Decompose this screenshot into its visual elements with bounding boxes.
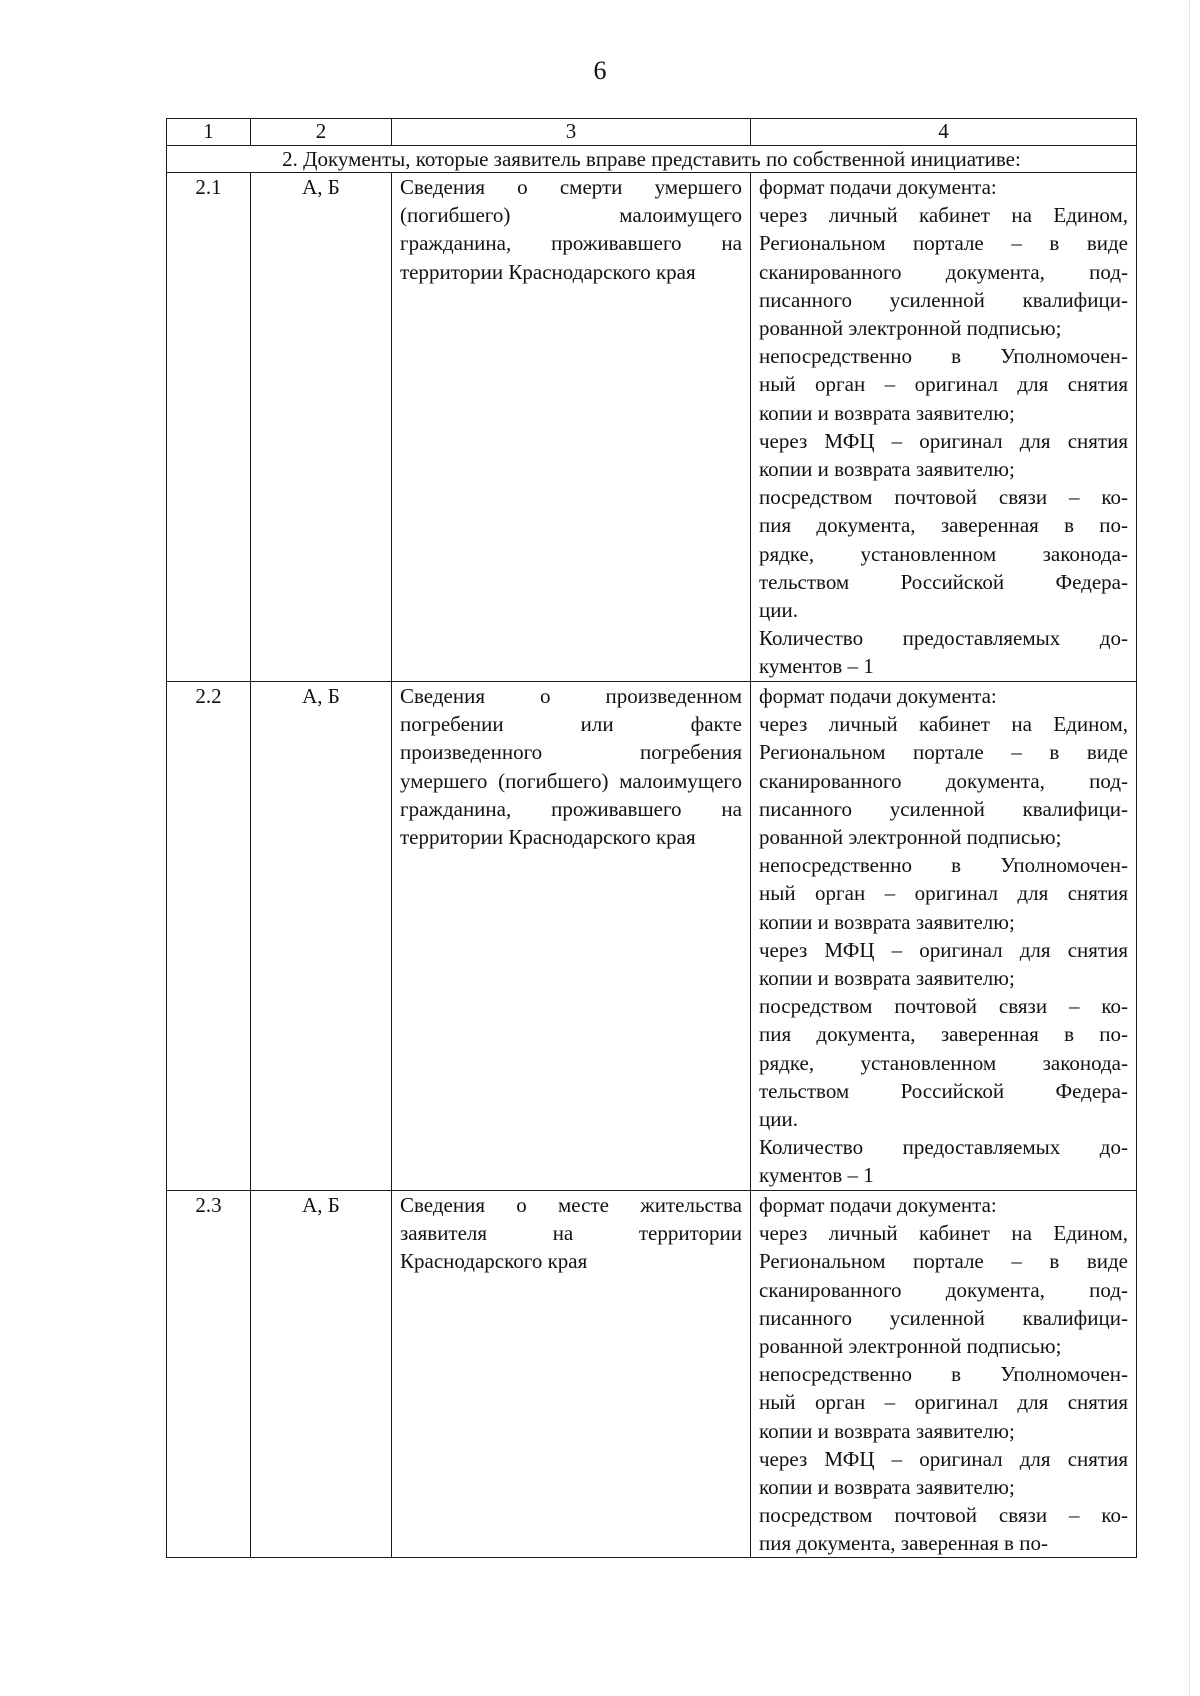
row-description: Сведения о смерти умершего (погибшего) малоимущего гражданина, проживавшего на территории Краснодарского края	[392, 173, 751, 682]
format-line: через МФЦ – оригинал для снятия	[759, 937, 1128, 962]
table-header-row	[167, 119, 1137, 146]
format-line: ный орган – оригинал для снятия	[759, 372, 1128, 397]
row-number: 2.3	[167, 1191, 251, 1558]
format-lines	[759, 682, 1128, 1190]
scan-edge-dots	[1188, 0, 1190, 1696]
format-line: сканированного документа, под-	[759, 768, 1128, 793]
documents-table	[166, 118, 1137, 1558]
format-line: рядке, установленном законода-	[759, 541, 1128, 566]
format-line: Количество предоставляемых до-	[759, 1135, 1128, 1160]
format-line: Региональном портале – в виде	[759, 740, 1128, 765]
format-line: формат подачи документа:	[759, 1193, 997, 1217]
row-category: А, Б	[251, 1191, 392, 1558]
format-line: через личный кабинет на Едином,	[759, 1221, 1128, 1246]
format-line: копии и возврата заявителю;	[759, 1475, 1015, 1500]
column-header-4: 4	[751, 119, 1137, 146]
format-line: копии и возврата заявителю;	[759, 457, 1015, 482]
row-number: 2.2	[167, 682, 251, 1191]
format-line: через МФЦ – оригинал для снятия	[759, 428, 1128, 453]
table-row	[167, 173, 1137, 682]
format-line: писанного усиленной квалифици-	[759, 796, 1128, 821]
format-line: рованной электронной подписью;	[759, 316, 1062, 341]
format-line: копии и возврата заявителю;	[759, 400, 1015, 425]
format-lines	[759, 1191, 1128, 1557]
format-line: пия документа, заверенная в по-	[759, 1022, 1128, 1047]
section-row	[167, 146, 1137, 173]
format-line: копии и возврата заявителю;	[759, 909, 1015, 934]
format-line: ный орган – оригинал для снятия	[759, 1390, 1128, 1415]
format-line: тельством Российской Федера-	[759, 569, 1128, 594]
format-line: пия документа, заверенная в по-	[759, 513, 1128, 538]
format-line: через МФЦ – оригинал для снятия	[759, 1446, 1128, 1471]
format-line: писанного усиленной квалифици-	[759, 287, 1128, 312]
format-line: посредством почтовой связи – ко-	[759, 1503, 1128, 1528]
format-line: непосредственно в Уполномочен-	[759, 344, 1128, 369]
format-line: посредством почтовой связи – ко-	[759, 994, 1128, 1019]
format-line: непосредственно в Уполномочен-	[759, 853, 1128, 878]
row-description: Сведения о месте жительства заявителя на территории Краснодарского края	[392, 1191, 751, 1558]
format-line: копии и возврата заявителю;	[759, 966, 1015, 991]
row-format	[751, 1191, 1137, 1558]
row-number: 2.1	[167, 173, 251, 682]
format-line: кументов – 1	[759, 654, 874, 679]
format-line: тельством Российской Федера-	[759, 1078, 1128, 1103]
format-line: пия документа, заверенная в по-	[759, 1531, 1048, 1556]
format-line: рованной электронной подписью;	[759, 825, 1062, 850]
format-line: сканированного документа, под-	[759, 1277, 1128, 1302]
section-title: 2. Документы, которые заявитель вправе представить по собственной инициативе:	[167, 146, 1137, 173]
format-line: Региональном портале – в виде	[759, 231, 1128, 256]
row-category: А, Б	[251, 173, 392, 682]
format-line: формат подачи документа:	[759, 175, 997, 199]
format-line: сканированного документа, под-	[759, 259, 1128, 284]
format-line: непосредственно в Уполномочен-	[759, 1362, 1128, 1387]
page-number: 6	[593, 56, 607, 85]
row-format	[751, 682, 1137, 1191]
format-line: писанного усиленной квалифици-	[759, 1305, 1128, 1330]
column-header-1: 1	[167, 119, 251, 146]
format-line: рядке, установленном законода-	[759, 1050, 1128, 1075]
format-line: кументов – 1	[759, 1163, 874, 1188]
format-line: Количество предоставляемых до-	[759, 626, 1128, 651]
format-line: копии и возврата заявителю;	[759, 1418, 1015, 1443]
format-line: через личный кабинет на Едином,	[759, 203, 1128, 228]
format-line: рованной электронной подписью;	[759, 1334, 1062, 1359]
table-row	[167, 1191, 1137, 1558]
format-line: ции.	[759, 1107, 798, 1132]
format-lines	[759, 173, 1128, 681]
row-format	[751, 173, 1137, 682]
format-line: через личный кабинет на Едином,	[759, 712, 1128, 737]
format-line: ции.	[759, 598, 798, 623]
column-header-2: 2	[251, 119, 392, 146]
row-category: А, Б	[251, 682, 392, 1191]
format-line: формат подачи документа:	[759, 684, 997, 708]
row-description: Сведения о произведенном погребении или факте произведенного погребения умершего (погибшего) малоимущего гражданина, проживавшего на территории Краснодарского края	[392, 682, 751, 1191]
column-header-3: 3	[392, 119, 751, 146]
table-row	[167, 682, 1137, 1191]
format-line: посредством почтовой связи – ко-	[759, 485, 1128, 510]
format-line: ный орган – оригинал для снятия	[759, 881, 1128, 906]
format-line: Региональном портале – в виде	[759, 1249, 1128, 1274]
